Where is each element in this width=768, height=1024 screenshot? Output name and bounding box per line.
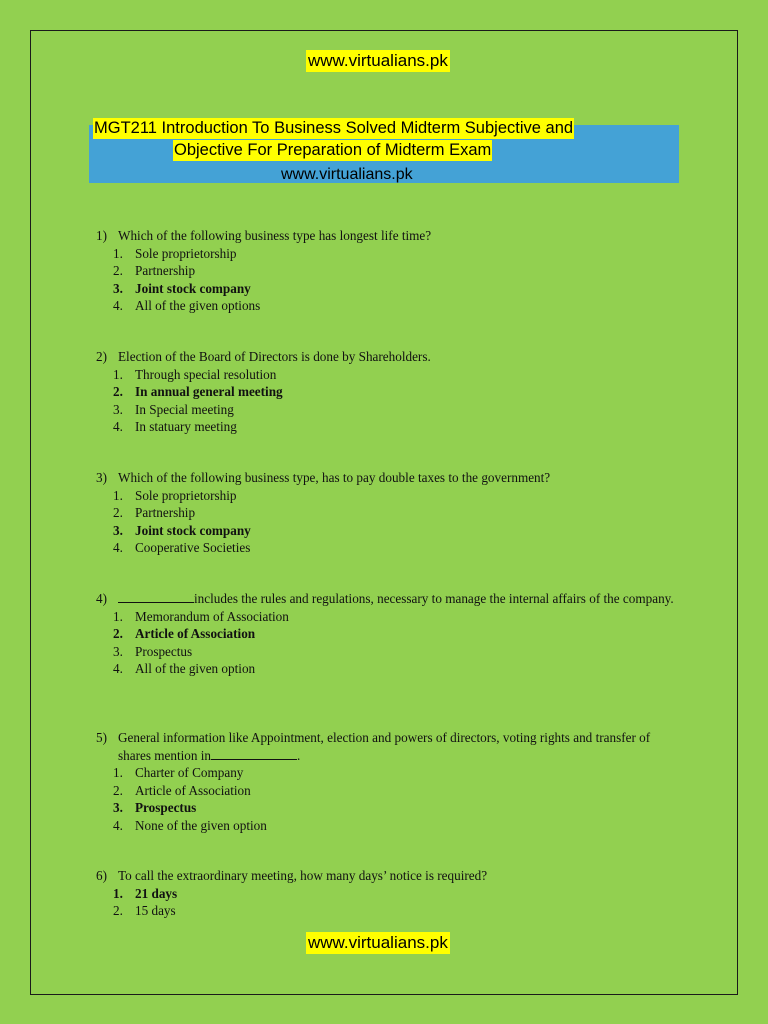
option-list xyxy=(96,245,676,315)
option-list xyxy=(96,608,676,678)
answer-blank xyxy=(211,747,297,760)
option-3-answer: 3. Joint stock company xyxy=(113,522,251,538)
question-number: 6) xyxy=(96,868,107,883)
option-1: 1. Memorandum of Association xyxy=(113,608,289,624)
option-3: 3. Prospectus xyxy=(113,643,193,659)
document-title-line-1: MGT211 Introduction To Business Solved Midterm Subjective and xyxy=(94,119,574,137)
option-4: 4. None of the given option xyxy=(113,817,267,833)
question-number: 5) xyxy=(96,730,107,745)
option-1-answer: 1. 21 days xyxy=(113,885,178,901)
question-text: To call the extraordinary meeting, how many days’ notice is required? xyxy=(118,868,488,883)
option-2: 2. Partnership xyxy=(113,505,196,521)
question-number: 1) xyxy=(96,228,107,243)
question-text: Which of the following business type has longest life time? xyxy=(118,228,432,243)
option-3: 3. In Special meeting xyxy=(113,401,234,417)
question-3 xyxy=(96,469,676,557)
question-number: 4) xyxy=(96,591,107,606)
option-2: 2. Partnership xyxy=(113,263,196,279)
option-3-answer: 3. Prospectus xyxy=(113,800,197,816)
option-4: 4. All of the given option xyxy=(113,661,256,677)
document-title-line-2: Objective For Preparation of Midterm Exam xyxy=(174,141,492,159)
question-2 xyxy=(96,348,676,436)
option-4: 4. In statuary meeting xyxy=(113,419,237,435)
option-list xyxy=(96,885,676,920)
question-text: Election of the Board of Directors is done by Shareholders. xyxy=(118,349,431,364)
option-list xyxy=(96,764,676,834)
question-5 xyxy=(96,729,676,835)
option-1: 1. Sole proprietorship xyxy=(113,245,237,261)
option-4: 4. All of the given options xyxy=(113,298,261,314)
answer-blank xyxy=(118,590,194,603)
document-title-site-link[interactable]: www.virtualians.pk xyxy=(281,166,413,183)
option-2-answer: 2. Article of Association xyxy=(113,626,256,642)
option-1: 1. Charter of Company xyxy=(113,765,244,781)
question-1 xyxy=(96,227,676,315)
question-number: 2) xyxy=(96,349,107,364)
question-6 xyxy=(96,867,676,920)
option-2: 2. 15 days xyxy=(113,903,176,919)
option-list xyxy=(96,366,676,436)
option-2: 2. Article of Association xyxy=(113,782,251,798)
question-text: General information like Appointment, election and powers of directors, voting rights and transfer of shares mention in . xyxy=(118,730,651,763)
footer-site-link[interactable]: www.virtualians.pk xyxy=(308,933,448,952)
question-number: 3) xyxy=(96,470,107,485)
option-1: 1. Through special resolution xyxy=(113,366,277,382)
question-4 xyxy=(96,590,676,678)
header-site-link[interactable]: www.virtualians.pk xyxy=(308,51,448,70)
option-4: 4. Cooperative Societies xyxy=(113,540,251,556)
option-3-answer: 3. Joint stock company xyxy=(113,280,251,296)
question-text: Which of the following business type, has to pay double taxes to the government? xyxy=(118,470,551,485)
option-2-answer: 2. In annual general meeting xyxy=(113,384,283,400)
option-list xyxy=(96,487,676,557)
option-1: 1. Sole proprietorship xyxy=(113,487,237,503)
question-text: includes the rules and regulations, necessary to manage the internal affairs of the company. xyxy=(118,590,676,608)
